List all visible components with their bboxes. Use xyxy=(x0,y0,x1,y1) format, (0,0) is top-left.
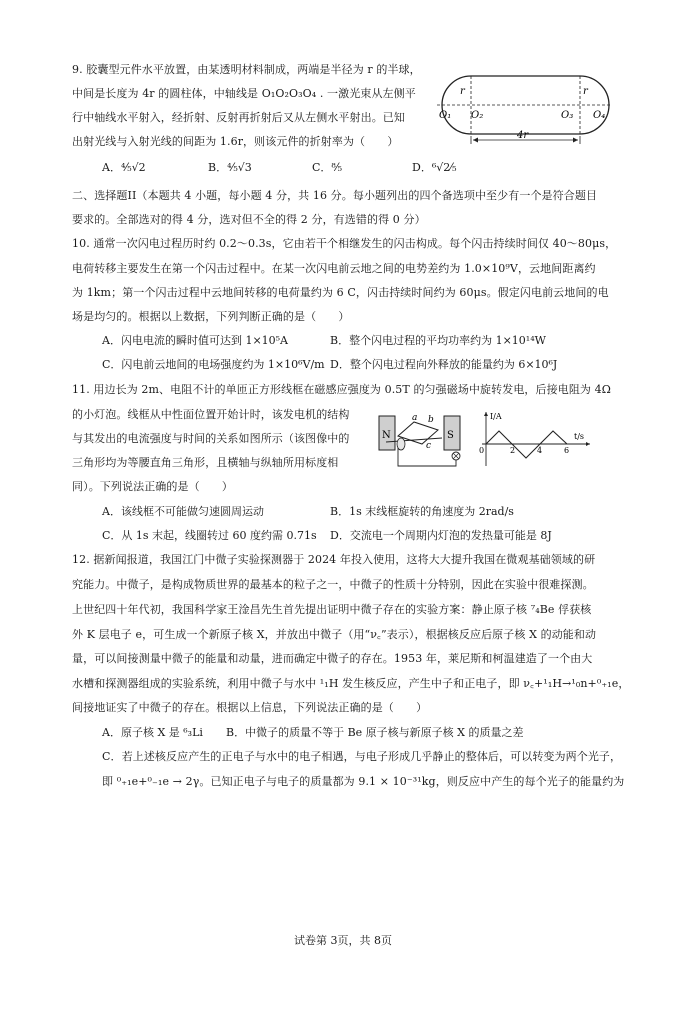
capsule-label-length: 4r xyxy=(517,130,529,141)
capsule-label-o3: O₃ xyxy=(561,110,574,121)
q12-option-c-line-1: C．若上述核反应产生的正电子与水中的电子相遇，与电子形成几乎静止的整体后，可以转变为两个光子， xyxy=(102,750,622,763)
q9-option-a: A．⁴⁄₅√2 xyxy=(102,161,146,174)
section2-line-1: 二、选择题II（本题共 4 小题，每小题 4 分，共 16 分。每小题列出的四个备选项中至少有一个是符合题目 xyxy=(72,189,598,202)
graph-xlabel: t/s xyxy=(574,432,585,441)
capsule-label-o4: O₄ xyxy=(593,110,606,121)
graph-tick-4: 4 xyxy=(537,446,543,455)
graph-origin-label: 0 xyxy=(479,446,485,455)
q10-option-b: B．整个闪电过程的平均功率约为 1×10¹⁴W xyxy=(330,334,546,347)
q12-option-a: A．原子核 X 是 ⁶₃Li xyxy=(102,726,203,739)
q11-option-d: D．交流电一个周期内灯泡的发热量可能是 8J xyxy=(330,529,552,542)
magnet-s-label: S xyxy=(447,430,454,441)
magnet-n-label: N xyxy=(382,430,391,441)
graph-tick-2: 2 xyxy=(510,446,516,455)
capsule-label-o2: O₂ xyxy=(471,110,484,121)
q10-line-2: 电荷转移主要发生在第一个闪击过程中。在某一次闪电前云地之间的电势差约为 1.0×10⁹V，云地间距离约 xyxy=(72,262,596,275)
q11-option-a: A．该线框不可能做匀速圆周运动 xyxy=(102,505,264,518)
generator-figure xyxy=(376,408,471,474)
q11-line-3: 与其发出的电流强度与时间的关系如图所示（该图像中的 xyxy=(72,432,350,445)
q12-line-7: 间接地证实了中微子的存在。根据以上信息，下列说法正确的是（ ） xyxy=(72,701,428,714)
q10-line-1: 10. 通常一次闪电过程历时约 0.2～0.3s，它由若干个相继发生的闪击构成。每个闪击持续时间仅 40～80μs， xyxy=(72,237,617,250)
q9-line-2: 中间是长度为 4r 的圆柱体，中轴线是 O₁O₂O₃O₄ . 一激光束从左侧平 xyxy=(72,87,416,100)
q10-option-c: C．闪电前云地间的电场强度约为 1×10⁶V/m xyxy=(102,358,325,371)
q9-line-3: 行中轴线水平射入，经折射、反射再折射后又从左侧水平射出。已知 xyxy=(72,111,405,124)
q9-option-d: D．⁶√2⁄₅ xyxy=(412,161,457,174)
q11-option-c: C．从 1s 末起，线圈转过 60 度约需 0.71s xyxy=(102,529,317,542)
current-time-graph xyxy=(474,408,594,468)
q10-line-4: 场是均匀的。根据以上数据，下列判断正确的是（ ） xyxy=(72,310,350,323)
capsule-figure xyxy=(433,66,618,146)
coil-label-c: c xyxy=(426,441,432,451)
q11-line-1: 11. 用边长为 2m、电阻不计的单匝正方形线框在磁感应强度为 0.5T 的匀强磁场中旋转发电，后接电阻为 4Ω xyxy=(72,383,611,396)
q9-option-b: B．⁴⁄₅√3 xyxy=(208,161,252,174)
section2-line-2: 要求的。全部选对的得 4 分，选对但不全的得 2 分，有选错的得 0 分） xyxy=(72,213,426,226)
q9-option-c: C．⁸⁄₅ xyxy=(312,161,343,174)
q11-line-5: 同）。下列说法正确的是（ ） xyxy=(72,480,233,493)
q12-line-2: 究能力。中微子，是构成物质世界的最基本的粒子之一，中微子的性质十分特别，因此在实验中很难探测。 xyxy=(72,578,594,591)
q9-line-4: 出射光线与入射光线的间距为 1.6r，则该元件的折射率为（ ） xyxy=(72,135,399,148)
q10-line-3: 为 1km；第一个闪击过程中云地间转移的电荷量约为 6 C，闪击持续时间约为 60μs。假定闪电前云地间的电 xyxy=(72,286,609,299)
q11-option-b: B．1s 末线框旋转的角速度为 2rad/s xyxy=(330,505,514,518)
graph-ylabel: I/A xyxy=(490,412,502,421)
q11-line-2: 的小灯泡。线框从中性面位置开始计时，该发电机的结构 xyxy=(72,408,350,421)
capsule-label-r-left: r xyxy=(460,86,465,97)
q10-option-a: A．闪电电流的瞬时值可达到 1×10⁵A xyxy=(102,334,289,347)
q12-line-6: 水槽和探测器组成的实验系统，利用中微子与水中 ¹₁H 发生核反应，产生中子和正电子，即 ν꜀+¹₁H→¹₀n+⁰₊₁e， xyxy=(72,677,630,690)
q12-line-3: 上世纪四十年代初，我国科学家王淦昌先生首先提出证明中微子存在的实验方案：静止原子核 ⁷₄Be 俘获核 xyxy=(72,603,592,616)
q12-line-5: 量，可以间接测量中微子的能量和动量，进而确定中微子的存在。1953 年，莱尼斯和柯温建造了一个由大 xyxy=(72,652,593,665)
q9-line-1: 9. 胶囊型元件水平放置，由某透明材料制成，两端是半径为 r 的半球， xyxy=(72,63,421,76)
graph-tick-6: 6 xyxy=(564,446,570,455)
q11-line-4: 三角形均为等腰直角三角形，且横轴与纵轴所用标度相 xyxy=(72,456,339,469)
capsule-label-r-right: r xyxy=(583,86,588,97)
q12-line-4: 外 K 层电子 e，可生成一个新原子核 X，并放出中微子（用“ν꜀”表示），根据核反应后原子核 X 的动能和动 xyxy=(72,628,597,641)
q12-option-b: B．中微子的质量不等于 Be 原子核与新原子核 X 的质量之差 xyxy=(226,726,524,739)
coil-label-b: b xyxy=(428,415,434,425)
capsule-label-o1: O₁ xyxy=(439,110,452,121)
q12-option-c-line-2: 即 ⁰₊₁e+⁰₋₁e → 2γ。已知正电子与电子的质量都为 9.1 × 10⁻³¹kg，则反应中产生的每个光子的能量约为 xyxy=(102,775,625,788)
coil-label-a: a xyxy=(412,413,418,423)
page-footer: 试卷第 3页，共 8页 xyxy=(294,934,392,947)
q12-line-1: 12. 据新闻报道，我国江门中微子实验探测器于 2024 年投入使用，这将大大提升我国在微观基础领域的研 xyxy=(72,553,596,566)
q10-option-d: D．整个闪电过程向外释放的能量约为 6×10⁶J xyxy=(330,358,558,371)
